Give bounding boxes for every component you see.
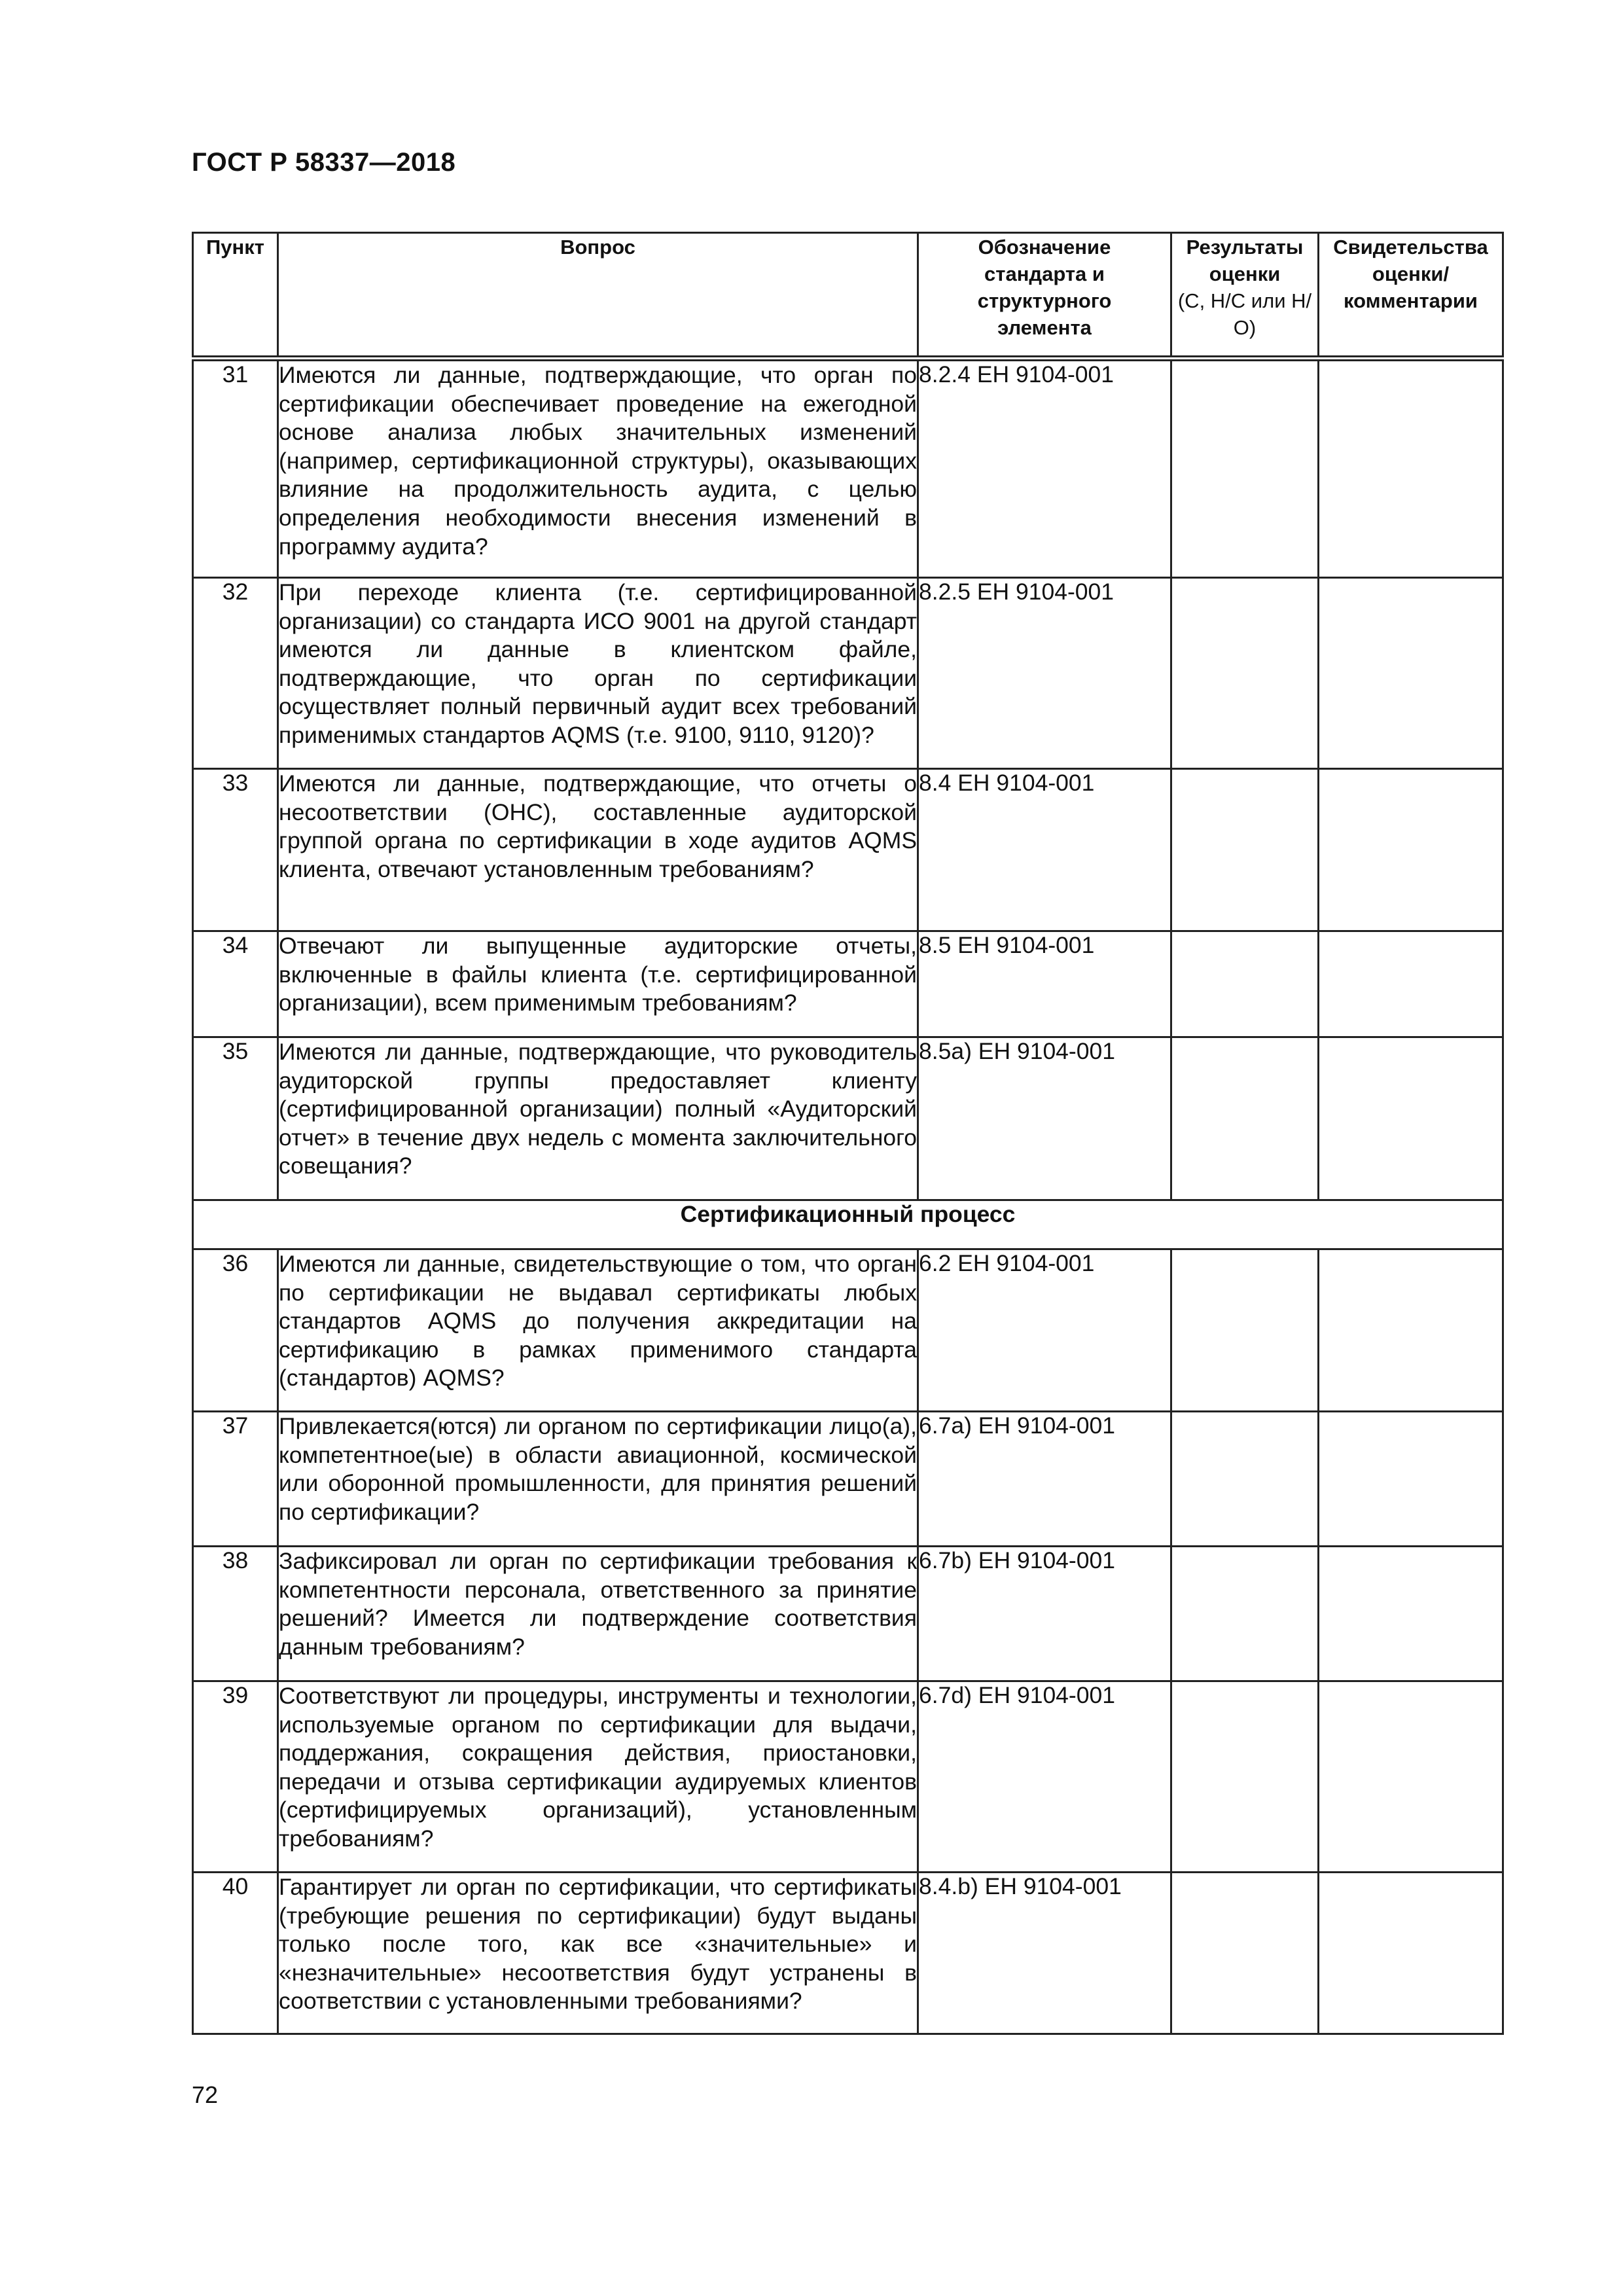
row-comment-cell[interactable] bbox=[1319, 1873, 1503, 2034]
table-row bbox=[193, 1037, 1503, 1200]
row-question: При переходе клиента (т.е. сертифицированной организации) со стандарта ИСО 9001 на другой стандарт имеются ли данные в клиентском файле, подтверждающие, что орган по сертификации осуществляет полный первичный аудит всех требований применимых стандартов AQMS (т.е. 9100, 9110, 9120)? bbox=[278, 578, 918, 769]
row-comment-cell[interactable] bbox=[1319, 578, 1503, 769]
row-result-cell[interactable] bbox=[1171, 1412, 1319, 1547]
row-question: Соответствуют ли процедуры, инструменты и технологии, используемые органом по сертификации для выдачи, поддержания, сокращения действия, приостановки, передачи и отзыва сертификации аудируемых клиентов (сертифицируемых организаций), установленным требованиям? bbox=[278, 1681, 918, 1873]
row-standard: 6.7a) ЕН 9104-001 bbox=[918, 1412, 1171, 1547]
row-result-cell[interactable] bbox=[1171, 578, 1319, 769]
row-question: Отвечают ли выпущенные аудиторские отчеты, включенные в файлы клиента (т.е. сертифицированной организации), всем применимым требованиям? bbox=[278, 931, 918, 1037]
row-question: Зафиксировал ли орган по сертификации требования к компетентности персонала, ответственного за принятие решений? Имеется ли подтверждение соответствия данным требованиям? bbox=[278, 1547, 918, 1681]
row-standard: 6.7b) ЕН 9104-001 bbox=[918, 1547, 1171, 1681]
row-result-cell[interactable] bbox=[1171, 1037, 1319, 1200]
audit-checklist-table bbox=[192, 232, 1504, 2035]
row-comment-cell[interactable] bbox=[1319, 1037, 1503, 1200]
row-question: Имеются ли данные, подтверждающие, что руководитель аудиторской группы предоставляет клиенту (сертифицированной организации) полный «Аудиторский отчет» в течение двух недель с момента заключительного совещания? bbox=[278, 1037, 918, 1200]
header-standard: Обозначение стандарта и структурного элемента bbox=[918, 233, 1171, 359]
table-row bbox=[193, 769, 1503, 931]
row-result-cell[interactable] bbox=[1171, 1681, 1319, 1873]
row-standard: 8.5 ЕН 9104-001 bbox=[918, 931, 1171, 1037]
row-standard: 6.7d) ЕН 9104-001 bbox=[918, 1681, 1171, 1873]
row-comment-cell[interactable] bbox=[1319, 1249, 1503, 1412]
row-number: 33 bbox=[193, 769, 278, 931]
row-comment-cell[interactable] bbox=[1319, 1681, 1503, 1873]
row-question: Имеются ли данные, свидетельствующие о том, что орган по сертификации не выдавал сертификаты любых стандартов AQMS до получения аккредитации на сертификацию в рамках применимого стандарта (стандартов) AQMS? bbox=[278, 1249, 918, 1412]
row-comment-cell[interactable] bbox=[1319, 769, 1503, 931]
table-row bbox=[193, 1249, 1503, 1412]
row-result-cell[interactable] bbox=[1171, 931, 1319, 1037]
row-question: Гарантирует ли орган по сертификации, что сертификаты (требующие решения по сертификации) будут выданы только после того, как все «значительные» и «незначительные» несоответствия будут устранены в соответствии с установленными требованиями? bbox=[278, 1873, 918, 2034]
row-number: 35 bbox=[193, 1037, 278, 1200]
header-results bbox=[1171, 233, 1319, 359]
header-item: Пункт bbox=[193, 233, 278, 359]
row-number: 37 bbox=[193, 1412, 278, 1547]
row-comment-cell[interactable] bbox=[1319, 931, 1503, 1037]
row-question: Имеются ли данные, подтверждающие, что отчеты о несоответствии (ОНС), составленные аудиторской группой органа по сертификации в ходе аудитов AQMS клиента, отвечают установленным требованиям? bbox=[278, 769, 918, 931]
row-standard: 8.2.5 ЕН 9104-001 bbox=[918, 578, 1171, 769]
header-results-title: Результаты оценки bbox=[1186, 236, 1304, 285]
row-number: 38 bbox=[193, 1547, 278, 1681]
table-row bbox=[193, 1412, 1503, 1547]
row-question: Привлекается(ются) ли органом по сертификации лицо(а), компетентное(ые) в области авиационной, космической или оборонной промышленности, для принятия решений по сертификации? bbox=[278, 1412, 918, 1547]
header-evidence: Свидетельства оценки/ комментарии bbox=[1319, 233, 1503, 359]
header-results-note: (С, Н/С или Н/О) bbox=[1177, 289, 1312, 339]
table-row bbox=[193, 1873, 1503, 2034]
row-number: 34 bbox=[193, 931, 278, 1037]
row-standard: 8.5a) ЕН 9104-001 bbox=[918, 1037, 1171, 1200]
page-number: 72 bbox=[192, 2081, 219, 2108]
table-row bbox=[193, 931, 1503, 1037]
row-result-cell[interactable] bbox=[1171, 1547, 1319, 1681]
table-row bbox=[193, 1547, 1503, 1681]
row-comment-cell[interactable] bbox=[1319, 359, 1503, 578]
section-row bbox=[193, 1200, 1503, 1249]
row-question: Имеются ли данные, подтверждающие, что орган по сертификации обеспечивает проведение на ежегодной основе анализа любых значительных изменений (например, сертификационной структуры), оказывающих влияние на продолжительность аудита, с целью определения необходимости внесения изменений в программу аудита? bbox=[278, 359, 918, 578]
table-row bbox=[193, 578, 1503, 769]
table-header-row bbox=[193, 233, 1503, 359]
header-question: Вопрос bbox=[278, 233, 918, 359]
row-number: 36 bbox=[193, 1249, 278, 1412]
row-standard: 8.4 ЕН 9104-001 bbox=[918, 769, 1171, 931]
row-number: 31 bbox=[193, 359, 278, 578]
row-number: 40 bbox=[193, 1873, 278, 2034]
row-result-cell[interactable] bbox=[1171, 1873, 1319, 2034]
row-number: 39 bbox=[193, 1681, 278, 1873]
row-result-cell[interactable] bbox=[1171, 1249, 1319, 1412]
table-row bbox=[193, 359, 1503, 578]
section-title: Сертификационный процесс bbox=[193, 1200, 1503, 1249]
document-title: ГОСТ Р 58337—2018 bbox=[192, 148, 456, 177]
row-comment-cell[interactable] bbox=[1319, 1412, 1503, 1547]
row-standard: 8.2.4 ЕН 9104-001 bbox=[918, 359, 1171, 578]
row-result-cell[interactable] bbox=[1171, 769, 1319, 931]
row-standard: 6.2 ЕН 9104-001 bbox=[918, 1249, 1171, 1412]
table-row bbox=[193, 1681, 1503, 1873]
row-result-cell[interactable] bbox=[1171, 359, 1319, 578]
row-comment-cell[interactable] bbox=[1319, 1547, 1503, 1681]
row-standard: 8.4.b) ЕН 9104-001 bbox=[918, 1873, 1171, 2034]
row-number: 32 bbox=[193, 578, 278, 769]
